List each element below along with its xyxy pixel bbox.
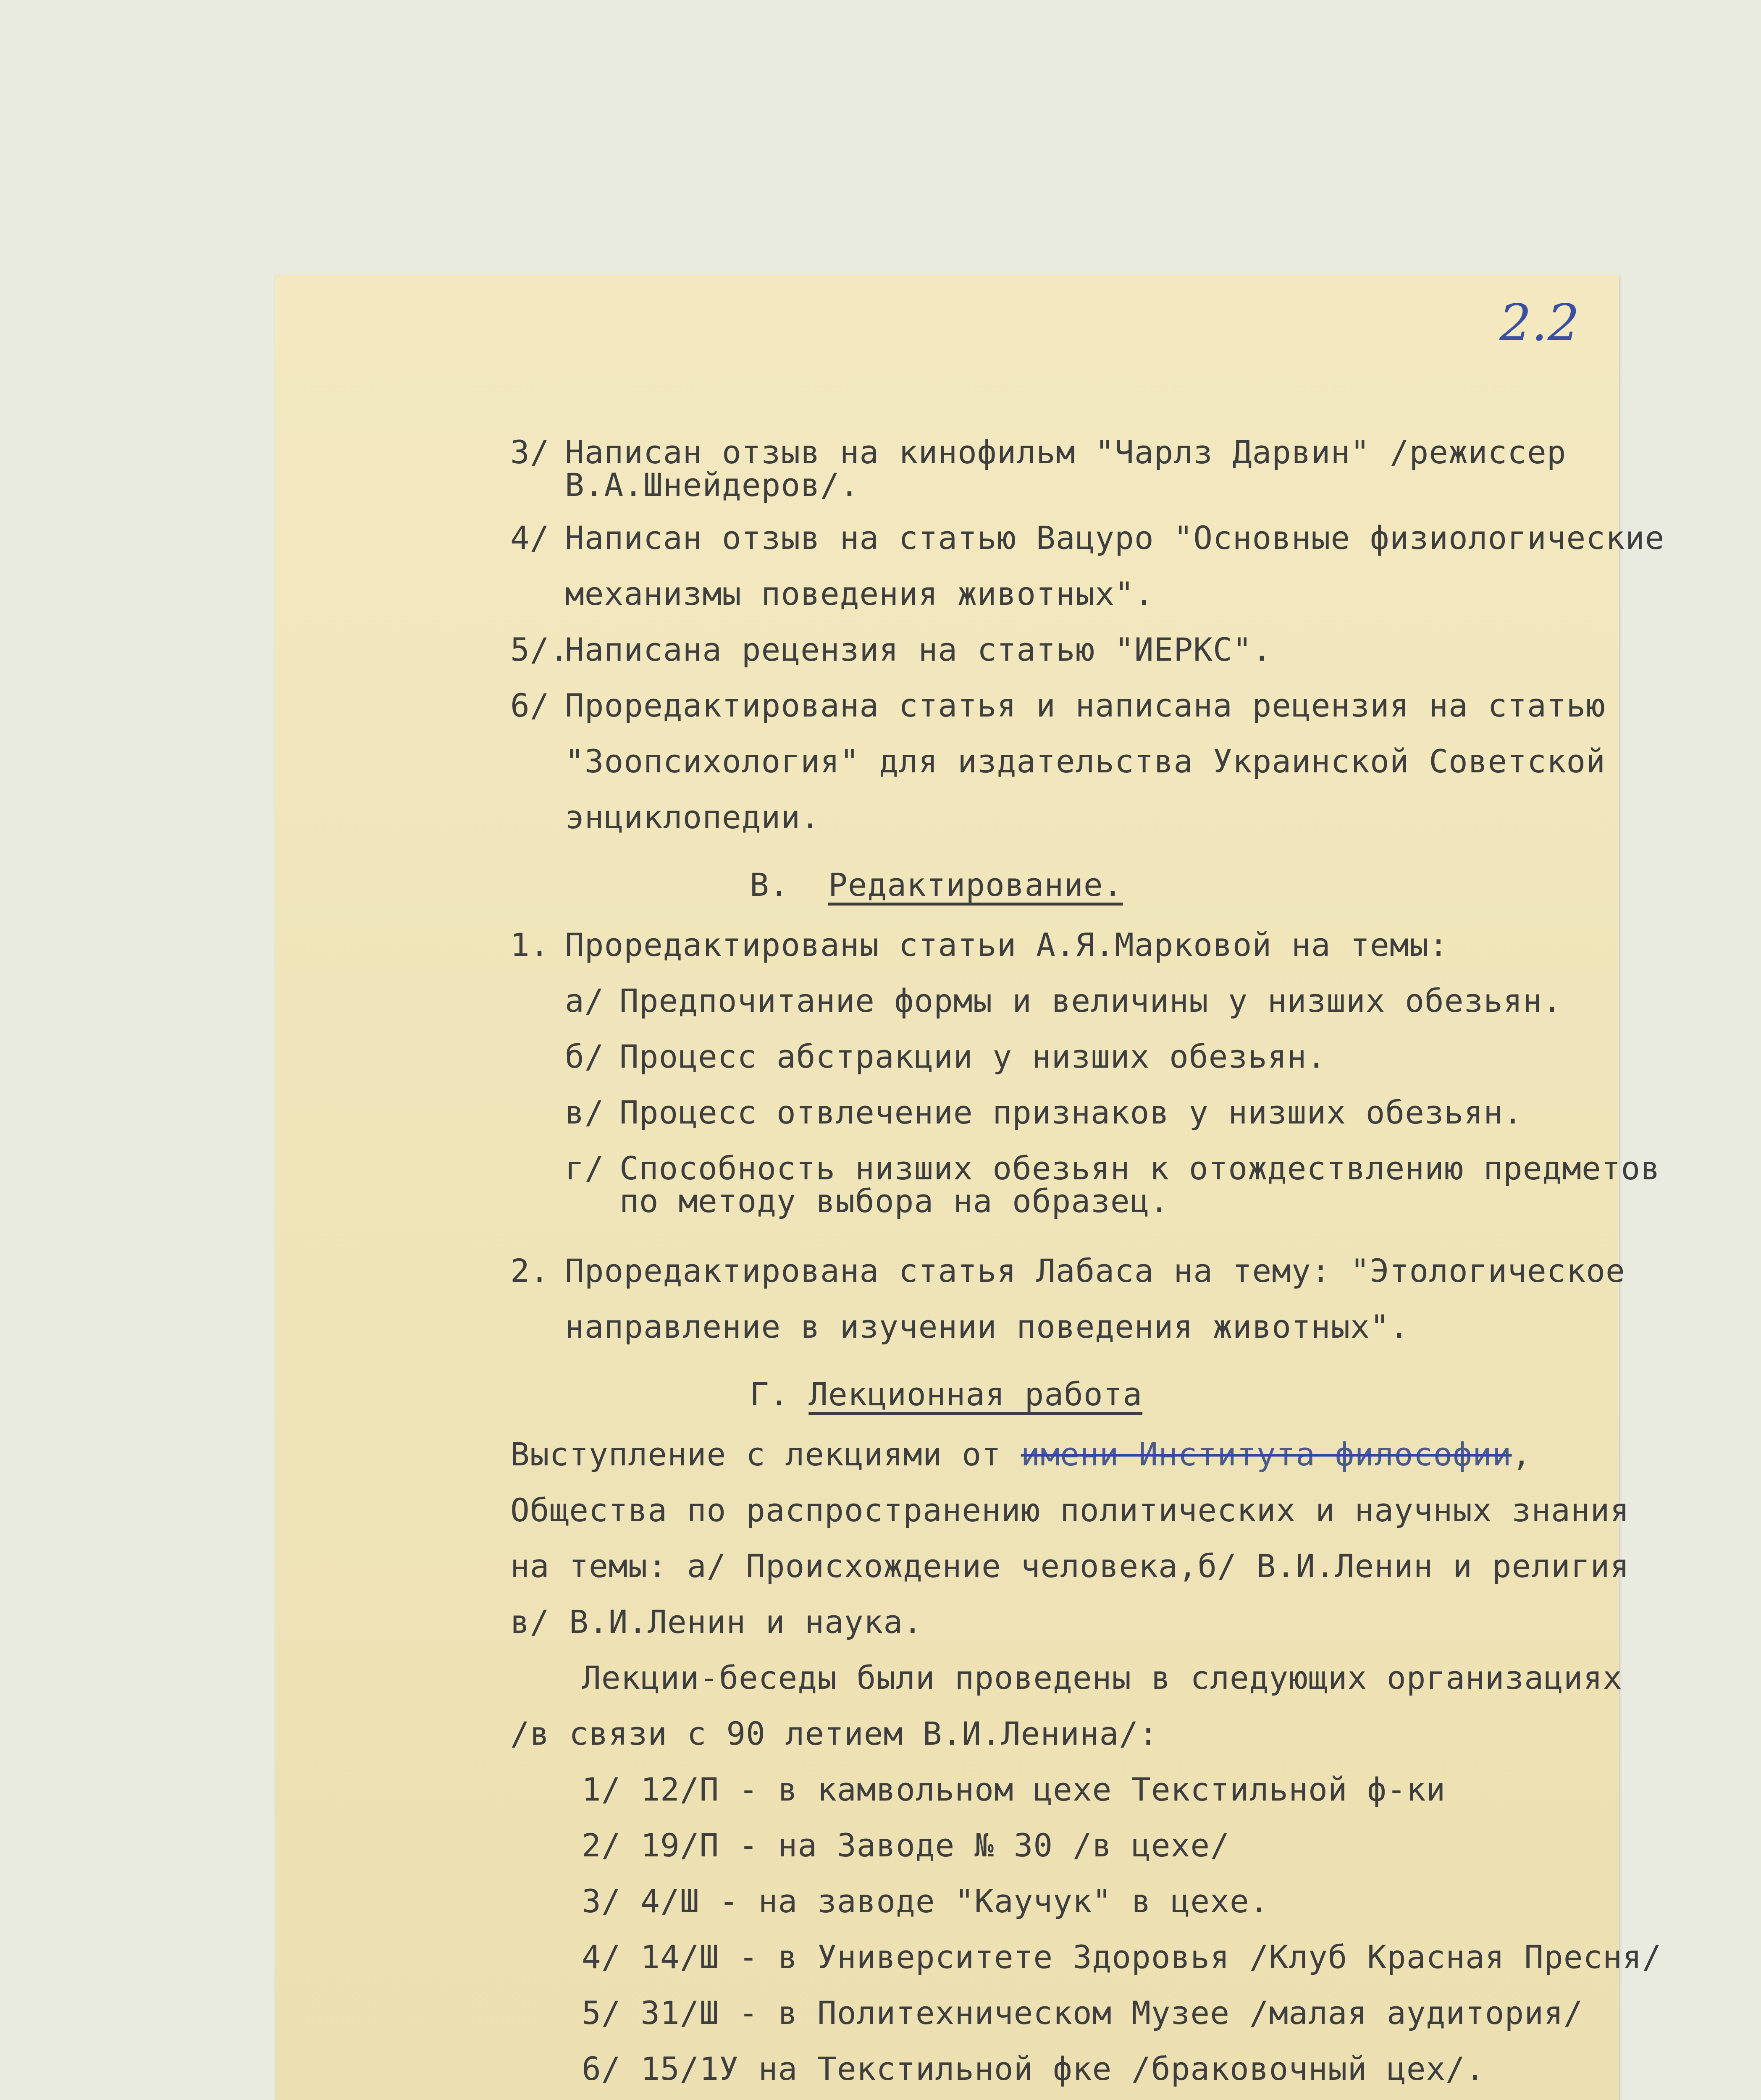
- item-text: В.А.Шнейдеров/.: [565, 466, 860, 504]
- item-number: 4/: [510, 519, 550, 556]
- section-v-list: [510, 917, 1661, 1354]
- sub-item: [510, 1150, 1661, 1220]
- sub-item-text: Предпочитание формы и величины у низших обезьян.: [619, 982, 1562, 1019]
- item-text: Проредактирована статья Лабаса на тему: "Этологическое: [565, 1252, 1625, 1289]
- list-item: [510, 622, 1619, 677]
- section-g-heading: [510, 1366, 1619, 1422]
- list-item: [510, 1243, 1625, 1354]
- item-number: 1.: [510, 926, 550, 963]
- lecture-item: 5/ 31/Ш - в Политехническом Музее /малая аудитория/: [582, 1994, 1583, 2032]
- paragraph-text: Выступление с лекциями от: [510, 1436, 1001, 1473]
- paragraph-line: Лекции-беседы были проведены в следующих организациях: [582, 1659, 1623, 1696]
- lecture-item: 6/ 15/1У на Текстильной фке /браковочный цех/.: [582, 2050, 1485, 2087]
- item-text: энциклопедии.: [565, 798, 820, 836]
- sub-item: [510, 1029, 1619, 1084]
- item-text: Написан отзыв на кинофильм "Чарлз Дарвин" /режиссер: [565, 433, 1567, 471]
- list-item: [510, 677, 1619, 845]
- sub-item-number: в/: [565, 1094, 604, 1131]
- paragraph-line: на темы: а/ Происхождение человека,б/ В.И.Ленин и религия: [510, 1547, 1630, 1585]
- list-item: [510, 917, 1619, 973]
- item-number: 2.: [510, 1252, 550, 1289]
- sub-item-number: б/: [565, 1038, 604, 1075]
- paragraph-line: [510, 1426, 1619, 1482]
- item-text: Проредактированы статьи А.Я.Марковой на темы:: [565, 926, 1449, 963]
- struck-text: имени Института философии: [1021, 1436, 1512, 1473]
- sub-item: [510, 973, 1619, 1029]
- sub-item-number: а/: [565, 982, 604, 1019]
- section-v-heading: [510, 857, 1619, 913]
- heading-letter: Г.: [750, 1376, 789, 1413]
- item-text: механизмы поведения животных".: [565, 575, 1154, 612]
- sub-item-text: Процесс отвлечение признаков у низших обезьян.: [619, 1094, 1523, 1131]
- item-text: Написана рецензия на статью "ИЕРКС".: [565, 631, 1272, 668]
- list-item: [510, 433, 1619, 504]
- lecture-item: 4/ 14/Ш - в Университете Здоровья /Клуб Красная Пресня/: [582, 1938, 1662, 1976]
- list-item: [510, 510, 1665, 622]
- paragraph-line: в/ В.И.Ленин и наука.: [510, 1603, 923, 1641]
- page-number: 2.2: [1499, 294, 1580, 352]
- heading-letter: В.: [750, 866, 789, 903]
- item-number: 6/: [510, 687, 550, 724]
- sub-item-text: Процесс абстракции у низших обезьян.: [619, 1038, 1327, 1075]
- document-body: [510, 424, 1665, 2097]
- sub-item-text: по методу выбора на образец.: [619, 1182, 1170, 1220]
- lecture-item: 2/ 19/П - на Заводе № 30 /в цехе/: [582, 1827, 1230, 1864]
- sub-item-number: г/: [565, 1150, 604, 1187]
- item-number: 5/.: [510, 631, 570, 668]
- section-b-list: [510, 433, 1665, 845]
- sub-item-text: Способность низших обезьян к отождествлению предметов: [619, 1150, 1661, 1187]
- heading-title: Редактирование.: [828, 866, 1123, 903]
- paragraph-text: ,: [1512, 1436, 1532, 1473]
- item-text: направление в изучении поведения животных".: [565, 1308, 1409, 1345]
- item-text: "Зоопсихология" для издательства Украинской Советской: [565, 743, 1606, 780]
- item-text: Написан отзыв на статью Вацуро "Основные физиологические: [565, 519, 1665, 556]
- section-g-body: [510, 1426, 1662, 2097]
- lecture-item: 1/ 12/П - в камвольном цехе Текстильной ф-ки: [582, 1771, 1446, 1808]
- heading-title: Лекционная работа: [808, 1376, 1143, 1413]
- paragraph-line: /в связи с 90 летием В.И.Ленина/:: [510, 1715, 1158, 1752]
- item-number: 3/: [510, 433, 550, 471]
- sub-item: [510, 1084, 1619, 1140]
- lecture-item: 3/ 4/Ш - на заводе "Каучук" в цехе.: [582, 1882, 1269, 1920]
- paragraph-line: Общества по распространению политических и научных знания: [510, 1491, 1630, 1529]
- item-text: Проредактирована статья и написана рецензия на статью: [565, 687, 1606, 724]
